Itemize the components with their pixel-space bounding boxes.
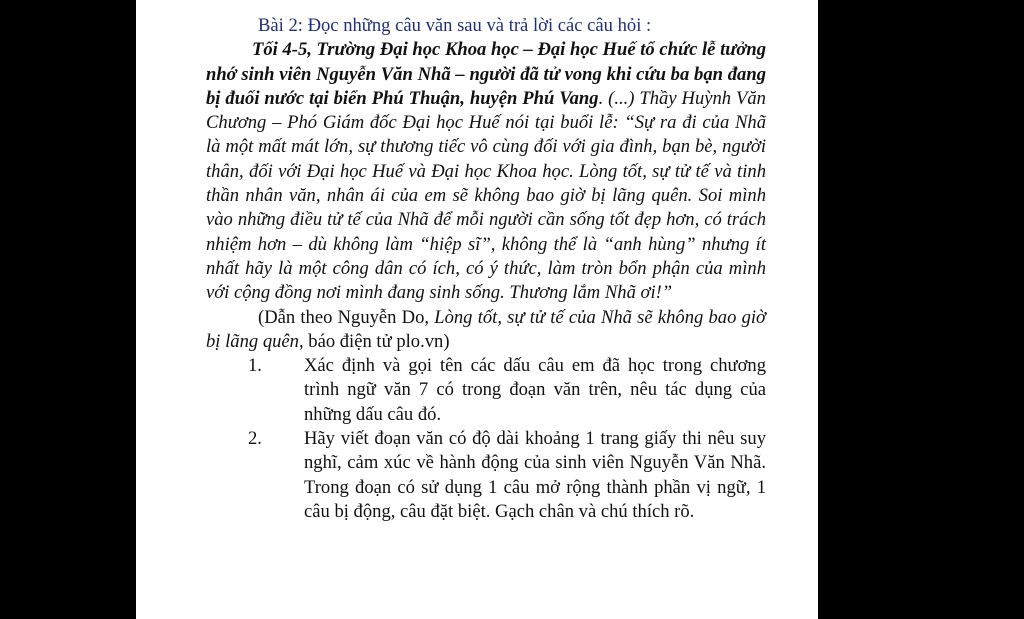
exercise-content bbox=[206, 14, 766, 524]
passage-text: . (...) Thầy Huỳnh Văn Chương – Phó Giám đốc Đại học Huế nói tại buổi lễ: “Sự ra đi của Nhã là một mất mát lớn, sự thương tiếc vô cùng đối với gia đình, bạn bè, người thân, đối với Đại học Huế và Đại học Khoa học. Lòng tốt, sự tử tế và tinh thần nhân văn, nhân ái của em sẽ không bao giờ bị lãng quên. Soi mình vào những điều tử tế của Nhã để mỗi người cần sống tốt đẹp hơn, có trách nhiệm hơn – dù không làm “hiệp sĩ”, không thể là “anh hùng” nhưng ít nhất hãy là một công dân có ích, có ý thức, làm tròn bổn phận của mình với cộng đồng nơi mình đang sinh sống. Thương lắm Nhã ơi!” bbox=[206, 87, 766, 304]
question-number: 1. bbox=[248, 355, 262, 377]
source-suffix: , báo điện tử plo.vn) bbox=[298, 330, 450, 352]
question-2 bbox=[206, 427, 766, 524]
question-1 bbox=[206, 354, 766, 427]
source-article-title: Lòng tốt, sự tử tế của Nhã sẽ không bao giờ bị lãng quên bbox=[206, 306, 766, 352]
exercise-title: Bài 2: Đọc những câu văn sau và trả lời các câu hỏi : bbox=[258, 15, 652, 36]
document-page bbox=[136, 0, 818, 619]
passage-paragraph bbox=[206, 38, 766, 305]
question-text: Hãy viết đoạn văn có độ dài khoảng 1 trang giấy thi nêu suy nghĩ, cảm xúc về hành động của sinh viên Nguyễn Văn Nhã. Trong đoạn có sử dụng 1 câu mở rộng thành phần vị ngữ, 1 câu bị động, câu đặt biệt. Gạch chân và chú thích rõ. bbox=[304, 428, 766, 522]
source-prefix: (Dẫn theo Nguyễn Do, bbox=[258, 306, 435, 328]
question-number: 2. bbox=[248, 428, 262, 450]
question-text: Xác định và gọi tên các dấu câu em đã học trong chương trình ngữ văn 7 có trong đoạn văn trên, nêu tác dụng của những dấu câu đó. bbox=[304, 355, 766, 425]
passage-bold-lead: Tối 4-5, Trường Đại học Khoa học – Đại học Huế tổ chức lễ tưởng nhớ sinh viên Nguyễn Văn Nhã – người đã tử vong khi cứu ba bạn đang bị đuối nước tại biển Phú Thuận, huyện Phú Vang bbox=[206, 39, 766, 109]
source-citation bbox=[206, 306, 766, 355]
